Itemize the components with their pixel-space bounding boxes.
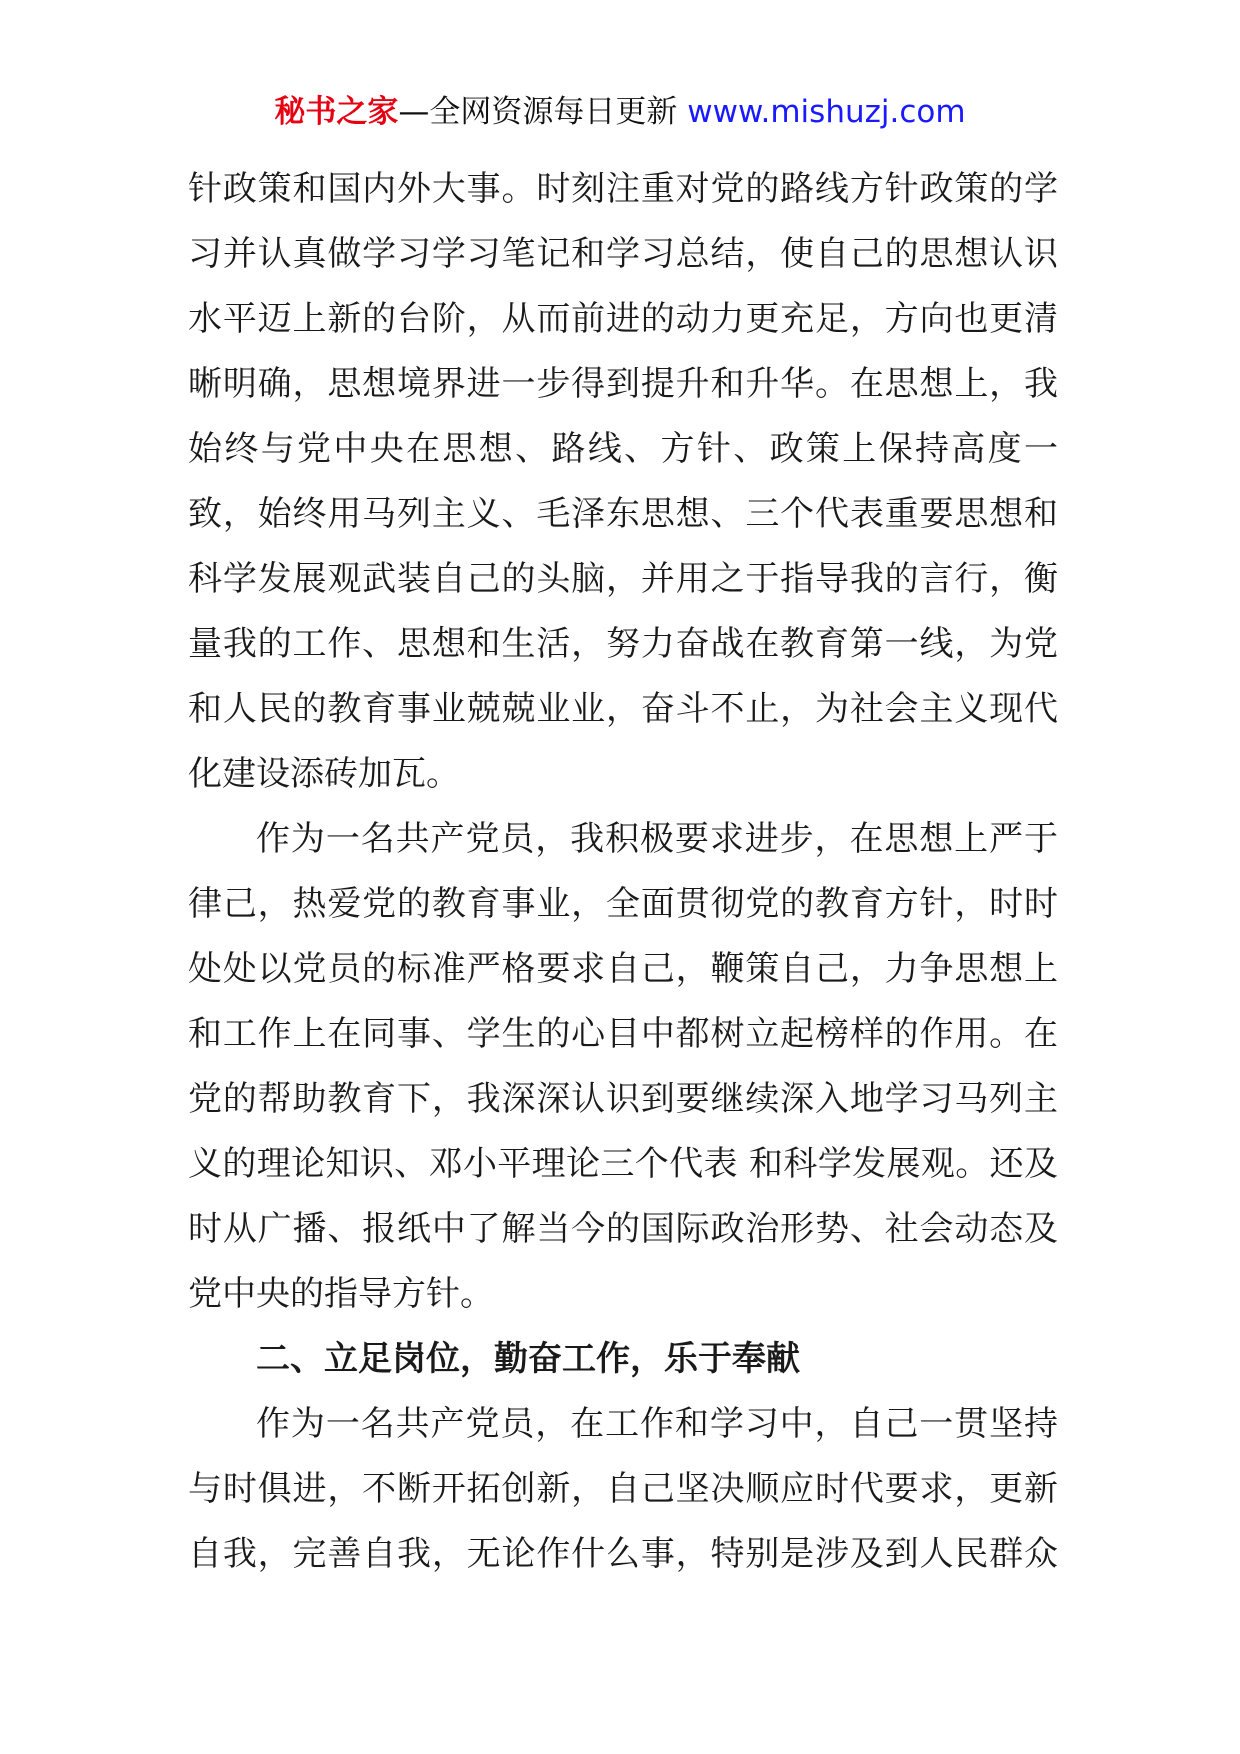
text-line: 和人民的教育事业兢兢业业，奋斗不止，为社会主义现代 — [188, 689, 1058, 729]
text-line: 与时俱进，不断开拓创新，自己坚决顺应时代要求，更新 — [188, 1469, 1058, 1509]
document-body — [188, 157, 1058, 1587]
paragraph-1 — [188, 157, 1058, 807]
text-line: 量我的工作、思想和生活，努力奋战在教育第一线，为党 — [188, 624, 1058, 664]
text-line: 始终与党中央在思想、路线、方针、政策上保持高度一 — [188, 429, 1058, 469]
brand-name: 秘书之家 — [274, 94, 399, 130]
text-line: 针政策和国内外大事。时刻注重对党的路线方针政策的学 — [188, 169, 1058, 209]
site-url-link[interactable]: www.mishuzj.com — [687, 94, 966, 130]
paragraph-2 — [188, 807, 1058, 1327]
text-line: 化建设添砖加瓦。 — [188, 754, 460, 794]
text-line: 党中央的指导方针。 — [188, 1274, 494, 1314]
section-heading: 二、立足岗位，勤奋工作，乐于奉献 — [256, 1339, 800, 1379]
text-line: 习并认真做学习学习笔记和学习总结，使自己的思想认识 — [188, 234, 1058, 274]
text-line: 时从广播、报纸中了解当今的国际政治形势、社会动态及 — [188, 1209, 1058, 1249]
text-line: 自我，完善自我，无论作什么事，特别是涉及到人民群众 — [188, 1534, 1058, 1574]
text-line: 义的理论知识、邓小平理论三个代表 和科学发展观。还及 — [188, 1144, 1058, 1184]
text-line: 科学发展观武装自己的头脑，并用之于指导我的言行，衡 — [188, 559, 1058, 599]
paragraph-3 — [188, 1392, 1058, 1587]
text-line: 作为一名共产党员，在工作和学习中，自己一贯坚持 — [256, 1404, 1058, 1444]
text-line: 致，始终用马列主义、毛泽东思想、三个代表重要思想和 — [188, 494, 1058, 534]
text-line: 和工作上在同事、学生的心目中都树立起榜样的作用。在 — [188, 1014, 1058, 1054]
site-header — [0, 92, 1240, 132]
text-line: 处处以党员的标准严格要求自己，鞭策自己，力争思想上 — [188, 949, 1058, 989]
text-line: 律己，热爱党的教育事业，全面贯彻党的教育方针，时时 — [188, 884, 1058, 924]
header-tagline: —全网资源每日更新 — [398, 94, 688, 130]
text-line: 水平迈上新的台阶，从而前进的动力更充足，方向也更清 — [188, 299, 1058, 339]
text-line: 党的帮助教育下，我深深认识到要继续深入地学习马列主 — [188, 1079, 1058, 1119]
text-line: 作为一名共产党员，我积极要求进步，在思想上严于 — [256, 819, 1058, 859]
text-line: 晰明确，思想境界进一步得到提升和升华。在思想上，我 — [188, 364, 1058, 404]
